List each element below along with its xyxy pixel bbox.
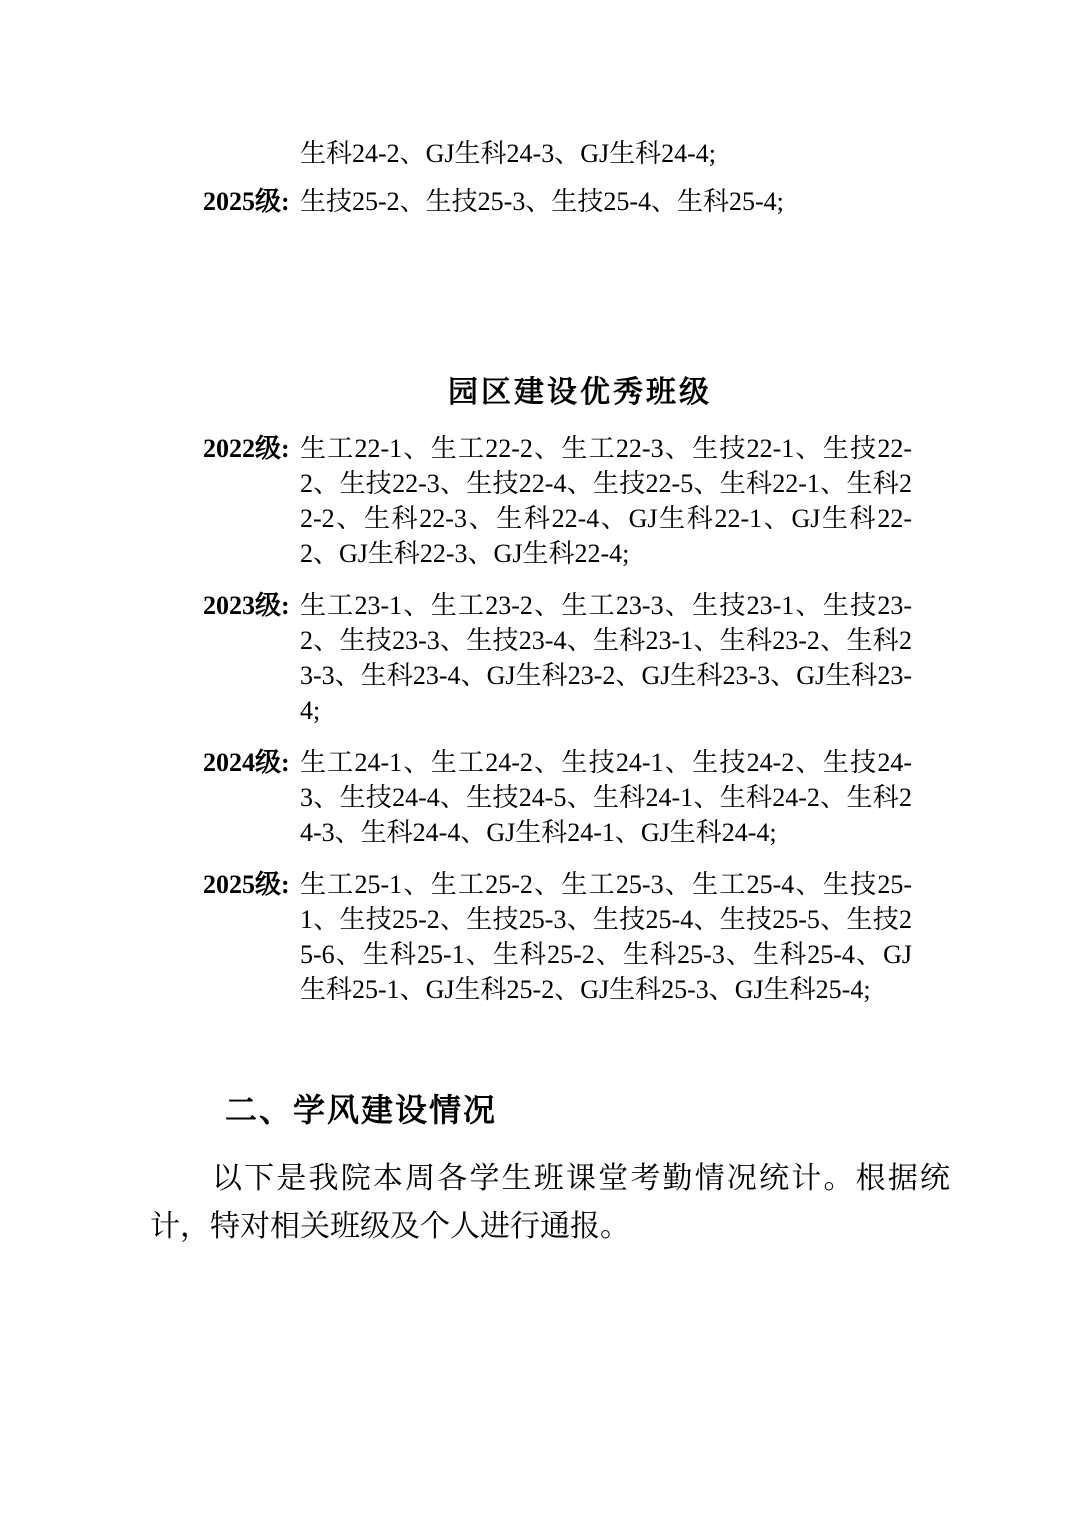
- list-item: [203, 431, 950, 571]
- grade-label-2025: 2025级:: [203, 870, 290, 899]
- list-item: [203, 745, 950, 850]
- grade-label-2024: 2024级:: [203, 748, 290, 777]
- study-style-paragraph: 以下是我院本周各学生班课堂考勤情况统计。根据统计，特对相关班级及个人进行通报。: [150, 1162, 950, 1243]
- list-item: [203, 136, 950, 171]
- park-construction-award-list: [203, 431, 950, 1007]
- class-list-text: 生工24-1、生工24-2、生技24-1、生技24-2、生技24-3、生技24-4、生技24-5、生科24-1、生科24-2、生科24-3、生科24-4、GJ生科24-1、GJ生科24-4;: [300, 748, 912, 847]
- list-item: [203, 588, 950, 728]
- list-item: [203, 867, 950, 1007]
- list-item: [203, 184, 950, 219]
- class-list-continuation-text: 生科24-2、GJ生科24-3、GJ生科24-4;: [300, 139, 716, 168]
- class-list-text: 生工22-1、生工22-2、生工22-3、生技22-1、生技22-2、生技22-3、生技22-4、生技22-5、生科22-1、生科22-2、生科22-3、生科22-4、GJ生科22-1、GJ生科22-2、GJ生科22-3、GJ生科22-4;: [300, 434, 912, 568]
- class-list-text: 生工25-1、生工25-2、生工25-3、生工25-4、生技25-1、生技25-2、生技25-3、生技25-4、生技25-5、生技25-6、生科25-1、生科25-2、生科25-3、生科25-4、GJ生科25-1、GJ生科25-2、GJ生科25-3、GJ生科25-4;: [300, 870, 912, 1004]
- class-list-text: 生工23-1、生工23-2、生工23-3、生技23-1、生技23-2、生技23-3、生技23-4、生科23-1、生科23-2、生科23-3、生科23-4、GJ生科23-2、GJ生科23-3、GJ生科23-4;: [300, 591, 912, 725]
- study-style-section-heading: 二、学风建设情况: [225, 1092, 498, 1128]
- previous-award-list-continuation: [203, 0, 950, 219]
- class-list-text: 生技25-2、生技25-3、生技25-4、生科25-4;: [300, 187, 784, 216]
- grade-label-2023: 2023级:: [203, 591, 290, 620]
- award-section-title: 园区建设优秀班级: [448, 376, 712, 409]
- grade-label-2025: 2025级:: [203, 187, 290, 216]
- grade-label-2022: 2022级:: [203, 434, 290, 463]
